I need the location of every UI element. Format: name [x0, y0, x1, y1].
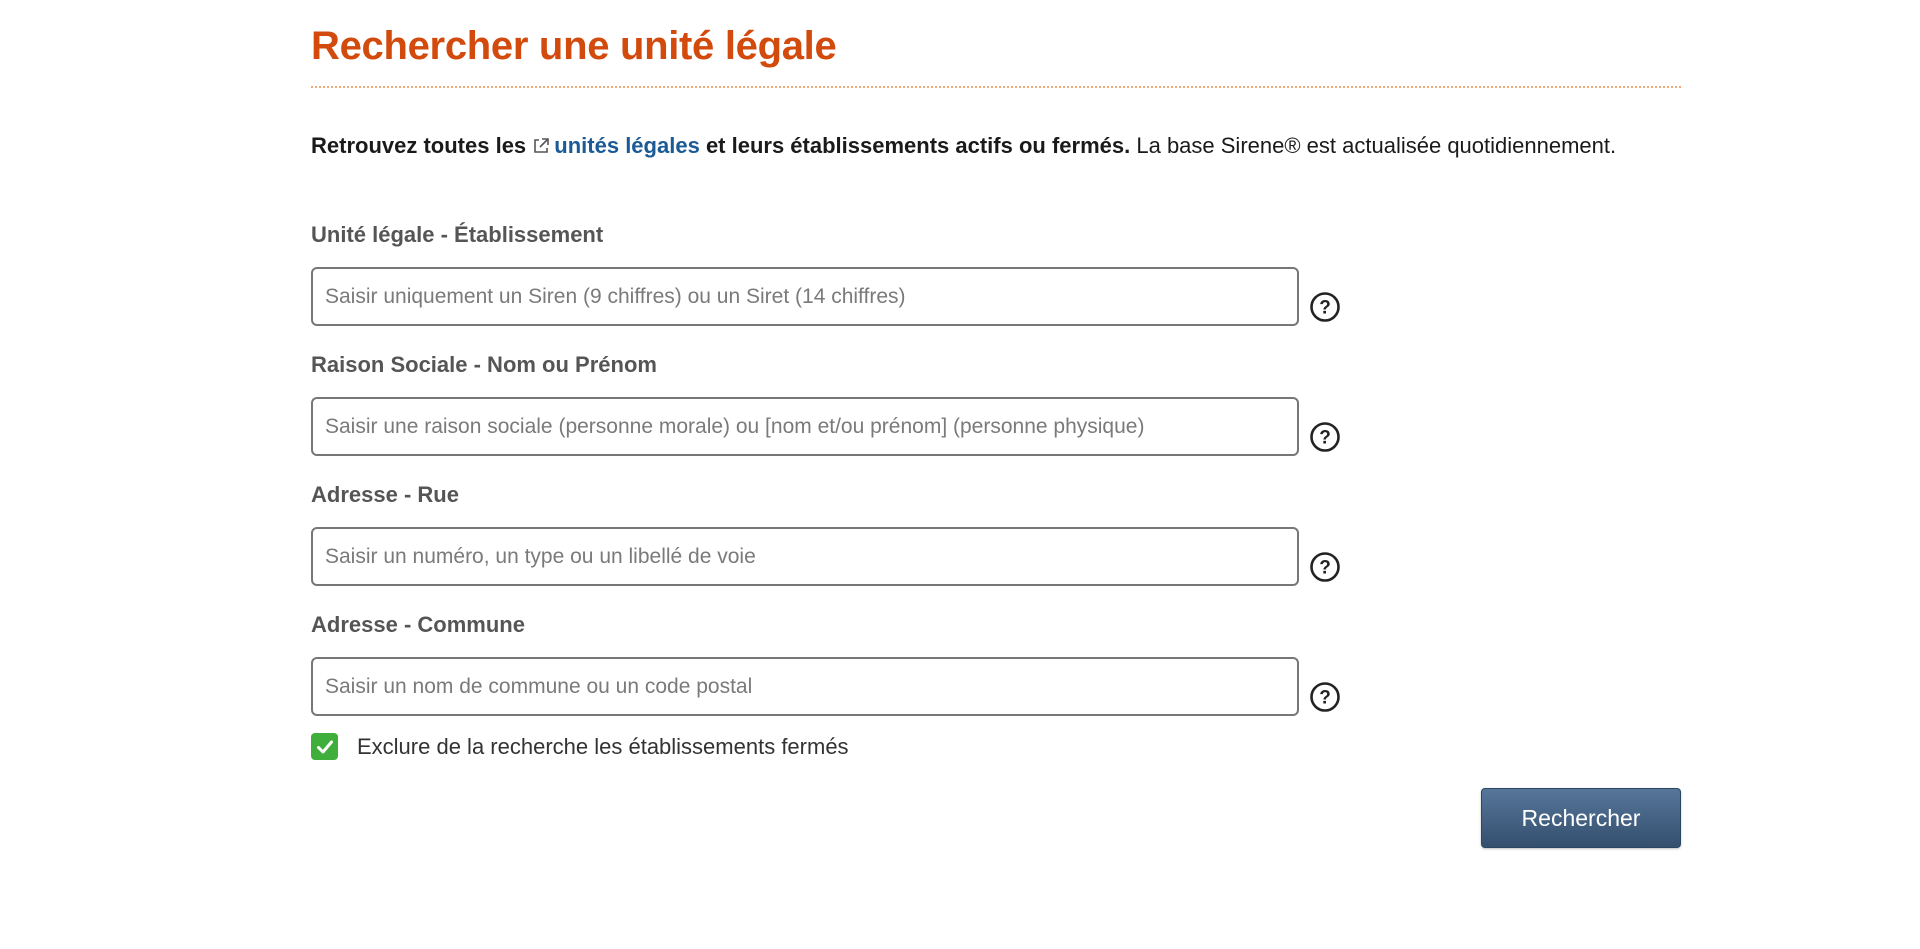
city-row [311, 657, 1681, 716]
company-name-row [311, 397, 1681, 456]
svg-text:?: ? [1319, 297, 1331, 318]
question-mark-icon[interactable] [1309, 681, 1341, 713]
intro-bold-lead: Retrouvez toutes les [311, 133, 527, 158]
intro-text [311, 126, 1681, 166]
siren-siret-label: Unité légale - Établissement [311, 222, 604, 247]
street-input[interactable] [311, 527, 1299, 586]
search-form [311, 218, 1681, 848]
street-label: Adresse - Rue [311, 482, 459, 507]
company-name-label: Raison Sociale - Nom ou Prénom [311, 352, 657, 377]
city-input[interactable] [311, 657, 1299, 716]
siren-siret-row [311, 267, 1681, 326]
question-mark-icon[interactable] [1309, 551, 1341, 583]
svg-text:?: ? [1319, 557, 1331, 578]
svg-text:?: ? [1319, 427, 1331, 448]
checkmark-icon [315, 737, 335, 757]
legal-units-link-label: unités légales [554, 133, 700, 158]
exclude-closed-label[interactable]: Exclure de la recherche les établissements fermés [357, 733, 849, 759]
question-mark-icon[interactable] [1309, 421, 1341, 453]
question-mark-icon[interactable] [1309, 291, 1341, 323]
exclude-closed-checkbox[interactable] [311, 733, 338, 760]
legal-units-link[interactable] [532, 133, 700, 158]
intro-bold-tail: et leurs établissements actifs ou fermés. [705, 133, 1131, 158]
search-button[interactable]: Rechercher [1481, 788, 1681, 848]
svg-text:?: ? [1319, 687, 1331, 708]
street-row [311, 527, 1681, 586]
external-link-icon [532, 137, 550, 155]
page-title: Rechercher une unité légale [311, 24, 837, 68]
intro-rest: La base Sirene® est actualisée quotidiennement. [1136, 133, 1617, 158]
search-panel [311, 20, 1681, 848]
submit-row [311, 788, 1681, 848]
exclude-closed-option [311, 733, 1681, 760]
siren-siret-input[interactable] [311, 267, 1299, 326]
city-label: Adresse - Commune [311, 612, 525, 637]
title-divider [311, 86, 1681, 88]
company-name-input[interactable] [311, 397, 1299, 456]
